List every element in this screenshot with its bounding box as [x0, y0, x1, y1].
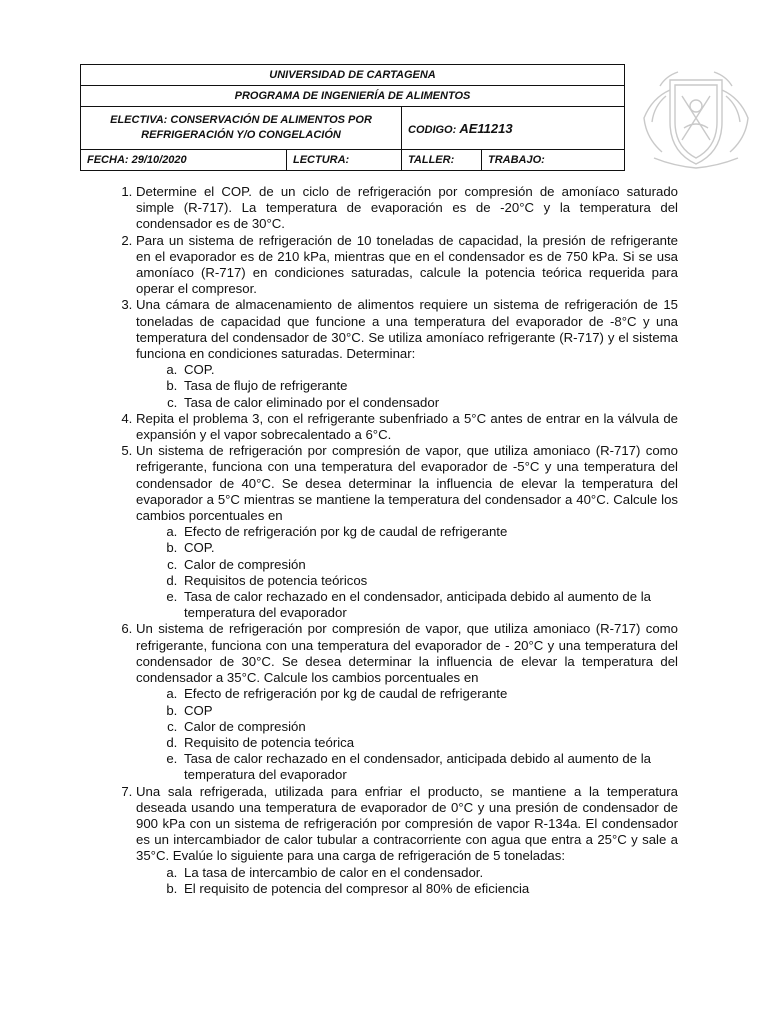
- subquestion-item: b. El requisito de potencia del compresor al 80% de eficiencia: [181, 881, 678, 897]
- question-list: [112, 184, 678, 897]
- university-name: UNIVERSIDAD DE CARTAGENA: [81, 65, 625, 86]
- subquestion-item: a. Efecto de refrigeración por kg de caudal de refrigerante: [181, 524, 678, 540]
- work-field: TRABAJO:: [482, 150, 625, 171]
- question-text: Para un sistema de refrigeración de 10 toneladas de capacidad, la presión de refrigerante en el evaporador es de 210 kPa, mientras que en el condensador es de 750 kPa. Si se usa amoníaco (R-717) en condiciones saturadas, calcule la potencia teórica requerida para operar el compresor.: [136, 232, 678, 297]
- question-list-container: [112, 184, 678, 897]
- question-text: Repita el problema 3, con el refrigerante subenfriado a 5°C antes de entrar en la válvula de expansión y el vapor sobrecalentado a 6°C.: [136, 410, 678, 443]
- subquestion-item: c. Tasa de calor eliminado por el condensador: [181, 395, 678, 411]
- subquestion-item: b. COP.: [181, 540, 678, 556]
- workshop-field: TALLER:: [402, 150, 482, 171]
- subquestion-item: d. Requisito de potencia teórica: [181, 735, 678, 751]
- subquestion-item: b. COP: [181, 703, 678, 719]
- date-field: FECHA: 29/10/2020: [81, 150, 287, 171]
- course-code: [402, 107, 625, 150]
- question-text: Determine el COP. de un ciclo de refrigeración por compresión de amoníaco saturado simple (R-717). La temperatura de evaporación es de -20°C y la temperatura del condensador es de 30°C.: [136, 184, 678, 232]
- question-item: [136, 621, 678, 783]
- subquestion-item: c. Calor de compresión: [181, 557, 678, 573]
- question-item: [136, 184, 678, 233]
- program-name: PROGRAMA DE INGENIERÍA DE ALIMENTOS: [81, 86, 625, 107]
- question-item: [136, 297, 678, 410]
- question-item: [136, 233, 678, 298]
- subquestion-list: [136, 362, 678, 411]
- question-text: Una sala refrigerada, utilizada para enfriar el producto, se mantiene a la temperatura deseada usando una temperatura de evaporador de 0°C y una presión de condensador de 900 kPa con un sistema de refrigeración por compresión de vapor R-134a. El condensador es un intercambiador de calor tubular a contracorriente con agua que entra a 25°C y sale a 35°C. Evalúe lo siguiente para una carga de refrigeración de 5 toneladas:: [136, 783, 678, 864]
- university-seal-icon: [630, 66, 762, 171]
- code-label: CODIGO:: [408, 123, 457, 136]
- subquestion-item: b. Tasa de flujo de refrigerante: [181, 378, 678, 394]
- question-text: Una cámara de almacenamiento de alimentos requiere un sistema de refrigeración de 15 toneladas de capacidad que funcione a una temperatura del evaporador de -8°C y una temperatura del condensador de 30°C. Se utiliza amoníaco refrigerante (R-717) y el sistema funciona en condiciones saturadas. Determinar:: [136, 297, 678, 362]
- question-item: [136, 443, 678, 621]
- subquestion-item: e. Tasa de calor rechazado en el condensador, anticipada debido al aumento de la temperatura del evaporador: [181, 751, 678, 783]
- subquestion-item: e. Tasa de calor rechazado en el condensador, anticipada debido al aumento de la temperatura del evaporador: [181, 589, 678, 621]
- question-text: Un sistema de refrigeración por compresión de vapor, que utiliza amoniaco (R-717) como refrigerante, funciona con una temperatura del evaporador de -5°C y una temperatura del condensador de 40°C. Se desea determinar la influencia de elevar la temperatura del evaporador a 5°C mientras se mantiene la temperatura del condensador a 40°C. Calcule los cambios porcentuales en: [136, 443, 678, 524]
- question-item: [136, 784, 678, 897]
- elective-line-1: ELECTIVA: CONSERVACIÓN DE ALIMENTOS POR: [110, 114, 372, 126]
- elective-line-2: REFRIGERACIÓN Y/O CONGELACIÓN: [141, 129, 341, 141]
- code-value: AE11213: [459, 120, 513, 136]
- question-item: [136, 411, 678, 443]
- subquestion-item: a. Efecto de refrigeración por kg de caudal de refrigerante: [181, 686, 678, 702]
- elective-title: [81, 107, 402, 150]
- subquestion-item: a. COP.: [181, 362, 678, 378]
- reading-field: LECTURA:: [287, 150, 402, 171]
- subquestion-list: [136, 686, 678, 783]
- subquestion-list: [136, 865, 678, 897]
- question-text: Un sistema de refrigeración por compresión de vapor, que utiliza amoniaco (R-717) como refrigerante, funciona con una temperatura del evaporador de - 20°C y una temperatura del condensador de 30°C. Se desea determinar la influencia de elevar la temperatura del condensador a 35°C. Calcule los cambios porcentuales en: [136, 621, 678, 686]
- subquestion-item: c. Calor de compresión: [181, 719, 678, 735]
- subquestion-item: d. Requisitos de potencia teóricos: [181, 573, 678, 589]
- subquestion-item: a. La tasa de intercambio de calor en el condensador.: [181, 865, 678, 881]
- header-table: [80, 64, 625, 171]
- subquestion-list: [136, 524, 678, 621]
